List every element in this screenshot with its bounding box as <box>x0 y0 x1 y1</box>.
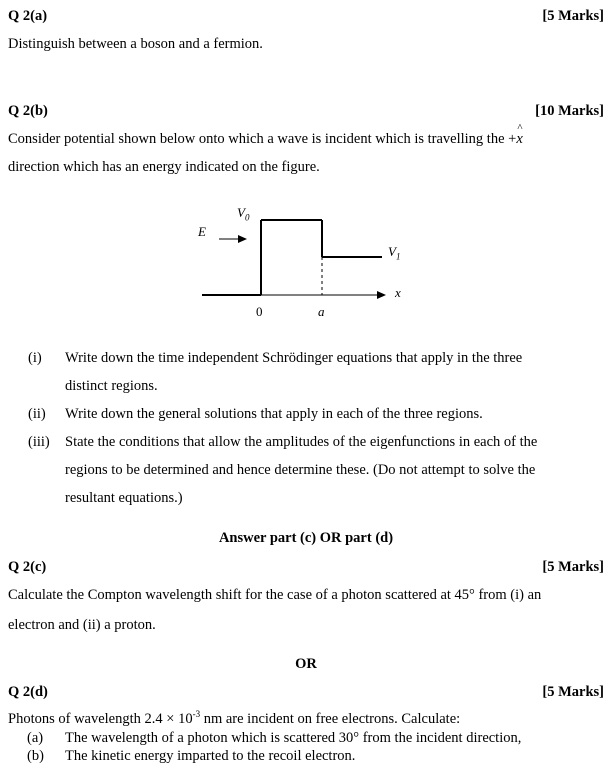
x-hat-symbol: ^ x <box>516 122 523 147</box>
origin-label: 0 <box>256 304 263 319</box>
q2d-heading: Q 2(d) <box>8 684 48 700</box>
unit-vector-letter: x <box>516 131 523 147</box>
q2b-item-3-text <box>65 428 537 512</box>
q2d-item-b-num: (b) <box>27 748 44 764</box>
q2d-intro-exponent: -3 <box>192 709 201 719</box>
v0-letter: V <box>237 205 245 220</box>
v0-subscript: 0 <box>244 212 250 223</box>
q2d-item-b-text: The kinetic energy imparted to the recoil electron. <box>65 748 356 764</box>
q2b-item-1-line1: Write down the time independent Schrödinger equations that apply in the three <box>65 350 523 366</box>
v1-subscript: 1 <box>395 251 401 262</box>
v1-label <box>388 244 400 262</box>
q2b-item-2-text <box>65 400 483 428</box>
q2a-marks: [5 Marks] <box>542 8 604 24</box>
q2a-heading: Q 2(a) <box>8 8 48 24</box>
q2b-item-3-num: (iii) <box>28 434 50 450</box>
q2c-line1: Calculate the Compton wavelength shift for the case of a photon scattered at 45° from (i) an <box>8 587 542 603</box>
q2c-line2: electron and (ii) a proton. <box>8 617 156 633</box>
q2b-item-1-line2: distinct regions. <box>65 378 158 394</box>
q2b-item-3-line2: regions to be determined and hence determine these. (Do not attempt to solve the <box>65 462 536 478</box>
a-label: a <box>318 304 325 319</box>
q2d-intro <box>8 711 460 728</box>
q2d-intro-pre: Photons of wavelength 2.4 × 10 <box>8 711 193 727</box>
q2d-marks: [5 Marks] <box>542 684 604 700</box>
energy-label: E <box>198 224 206 239</box>
q2a-text: Distinguish between a boson and a fermion. <box>8 36 263 52</box>
or-label: OR <box>295 656 317 672</box>
q2b-item-1-text <box>65 344 522 400</box>
q2d-intro-post: nm are incident on free electrons. Calculate: <box>200 711 461 727</box>
q2b-marks: [10 Marks] <box>535 103 604 119</box>
q2d-item-a-text: The wavelength of a photon which is scattered 30° from the incident direction, <box>65 730 522 746</box>
x-axis-label: x <box>395 285 401 300</box>
answer-choice-heading: Answer part (c) OR part (d) <box>218 530 394 546</box>
incident-arrow-head <box>238 235 247 243</box>
q2b-item-1-num: (i) <box>28 350 42 366</box>
q2b-item-3-line1: State the conditions that allow the amplitudes of the eigenfunctions in each of the <box>65 434 538 450</box>
q2b-heading: Q 2(b) <box>8 103 48 119</box>
v0-label <box>237 205 249 223</box>
q2b-text-line1-main: Consider potential shown below onto which a wave is incident which is travelling the + <box>8 131 517 147</box>
q2c-marks: [5 Marks] <box>542 559 604 575</box>
q2b-item-2-line1: Write down the general solutions that apply in each of the three regions. <box>65 406 483 422</box>
q2b-item-2-num: (ii) <box>28 406 46 422</box>
x-axis-arrowhead <box>377 291 386 299</box>
q2d-item-a-num: (a) <box>27 730 44 746</box>
q2c-heading: Q 2(c) <box>8 559 47 575</box>
q2b-item-3-line3: resultant equations.) <box>65 490 183 506</box>
q2b-text-line2: direction which has an energy indicated on the figure. <box>8 159 320 175</box>
v1-letter: V <box>388 244 396 259</box>
